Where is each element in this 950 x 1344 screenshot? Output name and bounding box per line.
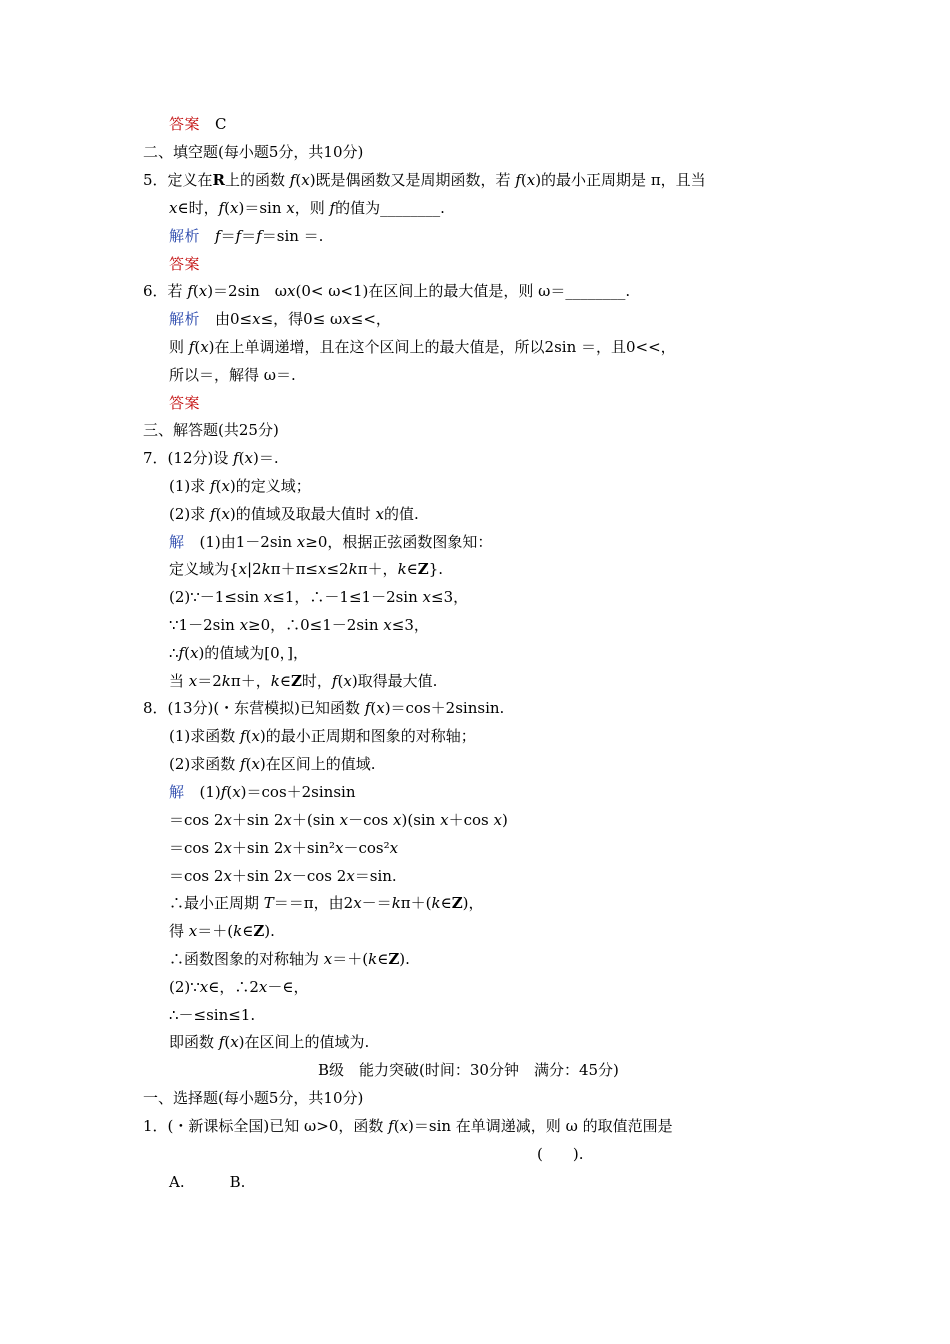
text-run: ∴函数图象的对称轴为 — [169, 950, 324, 968]
text-run: ∈ — [242, 922, 254, 940]
text-run: 的值为________. — [335, 199, 445, 217]
text-run: )在区间上的值域为. — [238, 1033, 370, 1051]
math-variable: f — [515, 171, 521, 189]
math-variable: x — [493, 811, 502, 829]
text-run: )的最小正周期是 π，且当 — [535, 171, 706, 189]
text-run: 得 — [169, 922, 189, 940]
text-run: 所以＝，解得 ω＝. — [169, 366, 296, 384]
math-variable: f — [364, 699, 371, 717]
text-run: ( — [238, 449, 245, 467]
math-variable: x — [287, 282, 296, 300]
text-run: 8．(13分)(・东营模拟)已知函数 — [143, 699, 365, 717]
text-run: )， — [462, 894, 484, 912]
text-run: |2 — [247, 560, 262, 578]
math-variable: x — [296, 533, 306, 551]
math-variable: x — [375, 505, 385, 523]
math-variable: k — [233, 922, 243, 940]
text-run: 一、选择题(每小题5分，共10分) — [143, 1089, 364, 1107]
text-run: ∈ — [440, 894, 452, 912]
text-run: ≤，得0≤ ω — [260, 310, 343, 328]
math-variable: x — [252, 310, 261, 328]
text-run: ( — [295, 171, 302, 189]
text-line — [169, 1032, 369, 1052]
math-variable: f — [235, 227, 242, 245]
text-run: ＋sin 2 — [231, 839, 284, 857]
text-line — [169, 532, 492, 552]
answer-label: 答案 — [169, 255, 201, 273]
text-run: ≤3， — [431, 588, 469, 606]
text-line — [143, 448, 279, 468]
math-set-symbol: Z — [388, 950, 400, 968]
math-variable: x — [238, 560, 248, 578]
math-variable: x — [188, 922, 198, 940]
answer-label: 答案 — [169, 115, 201, 133]
text-run: A. B. — [169, 1173, 246, 1191]
math-variable: k — [431, 894, 441, 912]
text-run: )既是偶函数又是周期函数，若 — [309, 171, 516, 189]
text-run: )的值域为[0，]， — [198, 644, 309, 662]
analysis-label: 解析 — [169, 227, 201, 245]
text-line — [169, 365, 296, 385]
math-variable: x — [232, 783, 241, 801]
text-run: )在区间上的值域. — [259, 755, 376, 773]
text-line — [318, 1060, 619, 1080]
text-line — [169, 893, 484, 913]
text-run: 则 — [169, 338, 189, 356]
text-run: 即函数 — [169, 1033, 219, 1051]
text-line — [143, 420, 279, 440]
text-line — [169, 337, 676, 357]
text-run: ＝cos 2 — [169, 839, 224, 857]
text-run: ∴ — [169, 644, 179, 662]
math-variable: x — [335, 839, 344, 857]
text-run: )的定义域； — [229, 477, 311, 495]
math-variable: x — [283, 867, 292, 885]
text-run: ( — [370, 699, 377, 717]
text-line — [143, 1116, 673, 1136]
text-run: ＝sin. — [354, 867, 397, 885]
math-variable: x — [399, 1117, 409, 1135]
text-run: ＝＋( — [197, 922, 234, 940]
text-line — [169, 559, 443, 579]
math-variable: k — [391, 894, 401, 912]
math-variable: x — [376, 699, 385, 717]
math-variable: f — [329, 199, 336, 217]
text-run: ( — [337, 672, 344, 690]
math-variable: x — [346, 867, 355, 885]
text-line — [169, 1172, 245, 1192]
text-run: ，则 — [294, 199, 330, 217]
text-run: )在上单调递增，且在这个区间上的最大值是，所以2sin ＝，且0<<， — [208, 338, 676, 356]
math-variable: x — [251, 727, 260, 745]
text-run: －cos 2 — [291, 867, 347, 885]
text-run: ＋(sin — [291, 811, 340, 829]
text-line — [169, 226, 323, 246]
text-run: ≤2 — [326, 560, 349, 578]
math-variable: f — [178, 644, 185, 662]
text-run: 二、填空题(每小题5分，共10分) — [143, 143, 364, 161]
text-run: ＋sin² — [291, 839, 336, 857]
text-line — [169, 587, 468, 607]
math-variable: x — [286, 199, 295, 217]
math-variable: x — [526, 171, 536, 189]
analysis-label: 解 — [169, 783, 185, 801]
text-run: ∈ — [377, 950, 389, 968]
text-line — [169, 921, 275, 941]
math-variable: k — [221, 672, 231, 690]
text-run: }. — [428, 560, 444, 578]
text-run: 定义域为{ — [169, 560, 239, 578]
text-run: ＋sin 2 — [231, 811, 284, 829]
text-run: ＋sin 2 — [231, 867, 284, 885]
text-run: ≤<， — [350, 310, 391, 328]
math-variable: f — [218, 1033, 225, 1051]
math-variable: x — [353, 894, 362, 912]
text-run: )＝sin 在单调递减，则 ω 的取值范围是 — [408, 1117, 673, 1135]
math-variable: x — [239, 616, 249, 634]
math-variable: x — [393, 811, 402, 829]
text-run: )的值域及取最大值时 — [229, 505, 376, 523]
text-line — [143, 281, 630, 301]
text-run: ＝ — [220, 227, 236, 245]
text-line — [143, 1088, 363, 1108]
math-set-symbol: Z — [290, 672, 302, 690]
text-run: ∈，∴2 — [208, 978, 259, 996]
math-variable: x — [251, 755, 260, 773]
text-run: －＝ — [361, 894, 392, 912]
math-variable: k — [368, 950, 378, 968]
math-variable: x — [199, 978, 209, 996]
math-variable: f — [187, 282, 193, 300]
text-run: ＝sin ＝. — [261, 227, 324, 245]
text-run: ) — [501, 811, 508, 829]
math-set-symbol: R — [212, 171, 226, 189]
text-line — [169, 476, 311, 496]
text-run: ( — [393, 1117, 400, 1135]
text-run: (0< ω<1)在区间上的最大值是，则 ω＝________. — [295, 282, 631, 300]
text-run: ＝cos 2 — [169, 867, 224, 885]
text-run: 6．若 — [143, 282, 188, 300]
text-line — [169, 504, 419, 524]
text-run: 5．定义在 — [143, 171, 213, 189]
text-run: ∵1－2sin — [169, 616, 240, 634]
text-run: )的最小正周期和图象的对称轴； — [259, 727, 476, 745]
math-variable: x — [189, 644, 199, 662]
text-line — [143, 698, 504, 718]
text-run: )＝2sin ω — [207, 282, 287, 300]
math-variable: f — [220, 783, 227, 801]
text-run: (1)由1－2sin — [184, 533, 297, 551]
math-variable: k — [348, 560, 358, 578]
text-run: C — [200, 115, 227, 133]
text-run: ( — [192, 282, 199, 300]
math-variable: x — [244, 449, 253, 467]
text-run: )＝sin — [238, 199, 287, 217]
math-variable: T — [263, 894, 274, 912]
math-variable: x — [169, 199, 178, 217]
text-run: (2)∵ — [169, 978, 200, 996]
text-run: －∈， — [267, 978, 309, 996]
text-run: ( — [224, 199, 230, 217]
math-variable: x — [230, 1033, 239, 1051]
math-variable: x — [263, 588, 273, 606]
text-line — [169, 114, 227, 134]
text-line — [169, 726, 476, 746]
text-run: 当 — [169, 672, 189, 690]
math-variable: f — [240, 755, 246, 773]
text-run: ≥0，∴0≤1－2sin — [248, 616, 384, 634]
text-run: ( — [184, 644, 190, 662]
text-run: )(sin — [401, 811, 441, 829]
text-run: (1) — [184, 783, 221, 801]
text-run: ∈ — [406, 560, 418, 578]
math-variable: x — [422, 588, 432, 606]
math-variable: x — [200, 338, 209, 356]
math-variable: f — [218, 199, 225, 217]
text-run: π＋， — [230, 672, 271, 690]
math-variable: k — [397, 560, 407, 578]
math-variable: k — [261, 560, 271, 578]
math-variable: k — [270, 672, 280, 690]
text-run: )取得最大值. — [351, 672, 438, 690]
text-run: 由0≤ — [200, 310, 253, 328]
text-run: ∈ — [279, 672, 291, 690]
text-run: 三、解答题(共25分) — [143, 421, 279, 439]
text-run: ( — [224, 1033, 231, 1051]
math-variable: x — [339, 811, 349, 829]
text-line — [169, 198, 445, 218]
math-variable: x — [318, 560, 327, 578]
text-run: －cos² — [343, 839, 390, 857]
text-run: )＝. — [253, 449, 279, 467]
text-run: ＝2 — [197, 672, 222, 690]
math-set-symbol: Z — [451, 894, 463, 912]
text-run: ( ). — [537, 1145, 584, 1163]
math-variable: x — [221, 477, 230, 495]
text-run: ( — [245, 755, 252, 773]
text-line — [169, 615, 429, 635]
text-run: ≤1，∴－1≤1－2sin — [272, 588, 423, 606]
text-run: ＝＋( — [332, 950, 369, 968]
math-variable: f — [331, 672, 338, 690]
text-run: π＋π≤ — [270, 560, 319, 578]
math-variable: f — [188, 338, 195, 356]
analysis-label: 解析 — [169, 310, 201, 328]
text-line — [537, 1144, 583, 1164]
text-run: ＝ — [241, 227, 257, 245]
text-line — [169, 782, 356, 802]
math-variable: x — [198, 282, 208, 300]
text-run: π＋( — [400, 894, 432, 912]
text-run: ∴－≤sin≤1. — [169, 1006, 256, 1024]
text-run: －cos — [348, 811, 394, 829]
text-run: (2)求函数 — [169, 755, 241, 773]
math-variable: x — [223, 811, 232, 829]
text-run: 上的函数 — [225, 171, 290, 189]
text-line — [169, 309, 391, 329]
math-variable: x — [301, 171, 310, 189]
text-run: ( — [215, 477, 222, 495]
text-line — [169, 977, 309, 997]
math-variable: f — [388, 1117, 394, 1135]
math-variable: x — [323, 950, 333, 968]
math-variable: x — [221, 505, 230, 523]
text-run: ＝cos 2 — [169, 811, 224, 829]
math-variable: f — [210, 477, 216, 495]
text-run: 1．(・新课标全国)已知 ω>0，函数 — [143, 1117, 389, 1135]
text-run: ( — [215, 505, 222, 523]
text-line — [169, 866, 397, 886]
text-line — [169, 810, 508, 830]
math-set-symbol: Z — [253, 922, 265, 940]
text-run: (1)求函数 — [169, 727, 241, 745]
math-variable: x — [283, 811, 292, 829]
text-line — [169, 671, 437, 691]
text-run: (2)∵－1≤sin — [169, 588, 264, 606]
math-variable: f — [215, 227, 221, 245]
math-variable: x — [188, 672, 198, 690]
text-run: ≤3， — [391, 616, 429, 634]
math-variable: x — [383, 616, 392, 634]
text-line — [143, 170, 706, 190]
text-run: 的值. — [384, 505, 419, 523]
text-line — [169, 838, 398, 858]
text-run: π＋， — [357, 560, 398, 578]
math-variable: f — [240, 727, 246, 745]
text-run: ＋cos — [448, 811, 494, 829]
text-run: ). — [264, 922, 275, 940]
text-run: ∈时， — [177, 199, 219, 217]
math-variable: x — [440, 811, 449, 829]
text-run: )＝cos＋2sinsin. — [384, 699, 505, 717]
text-run: ( — [520, 171, 527, 189]
text-line — [169, 393, 200, 413]
math-variable: x — [258, 978, 268, 996]
math-variable: x — [283, 839, 292, 857]
text-run: ∴最小正周期 — [169, 894, 264, 912]
text-run: ( — [226, 783, 233, 801]
text-run: ). — [399, 950, 410, 968]
text-line — [169, 754, 376, 774]
text-run — [200, 227, 215, 245]
text-run: ( — [194, 338, 201, 356]
math-variable: f — [289, 171, 296, 189]
text-line — [169, 643, 308, 663]
text-run: ≥0，根据正弦函数图象知： — [305, 533, 493, 551]
math-variable: x — [389, 839, 399, 857]
math-variable: f — [256, 227, 262, 245]
math-set-symbol: Z — [417, 560, 429, 578]
text-line — [143, 142, 363, 162]
text-run: ( — [245, 727, 252, 745]
text-run: (2)求 — [169, 505, 211, 523]
math-variable: f — [233, 449, 239, 467]
text-run: ＝＝π，由2 — [273, 894, 354, 912]
answer-label: 答案 — [169, 394, 201, 412]
text-run: 7．(12分)设 — [143, 449, 234, 467]
text-run: (1)求 — [169, 477, 211, 495]
math-variable: f — [210, 505, 216, 523]
text-line — [169, 949, 410, 969]
math-variable: x — [230, 199, 239, 217]
math-variable: x — [343, 672, 352, 690]
text-line — [169, 1005, 255, 1025]
math-variable: x — [223, 867, 232, 885]
text-run: )＝cos＋2sinsin — [240, 783, 356, 801]
text-run: B级 能力突破(时间：30分钟 满分：45分) — [318, 1061, 619, 1079]
text-line — [169, 254, 200, 274]
text-run: 时， — [301, 672, 332, 690]
math-variable: x — [342, 310, 351, 328]
analysis-label: 解 — [169, 533, 185, 551]
math-variable: x — [223, 839, 232, 857]
